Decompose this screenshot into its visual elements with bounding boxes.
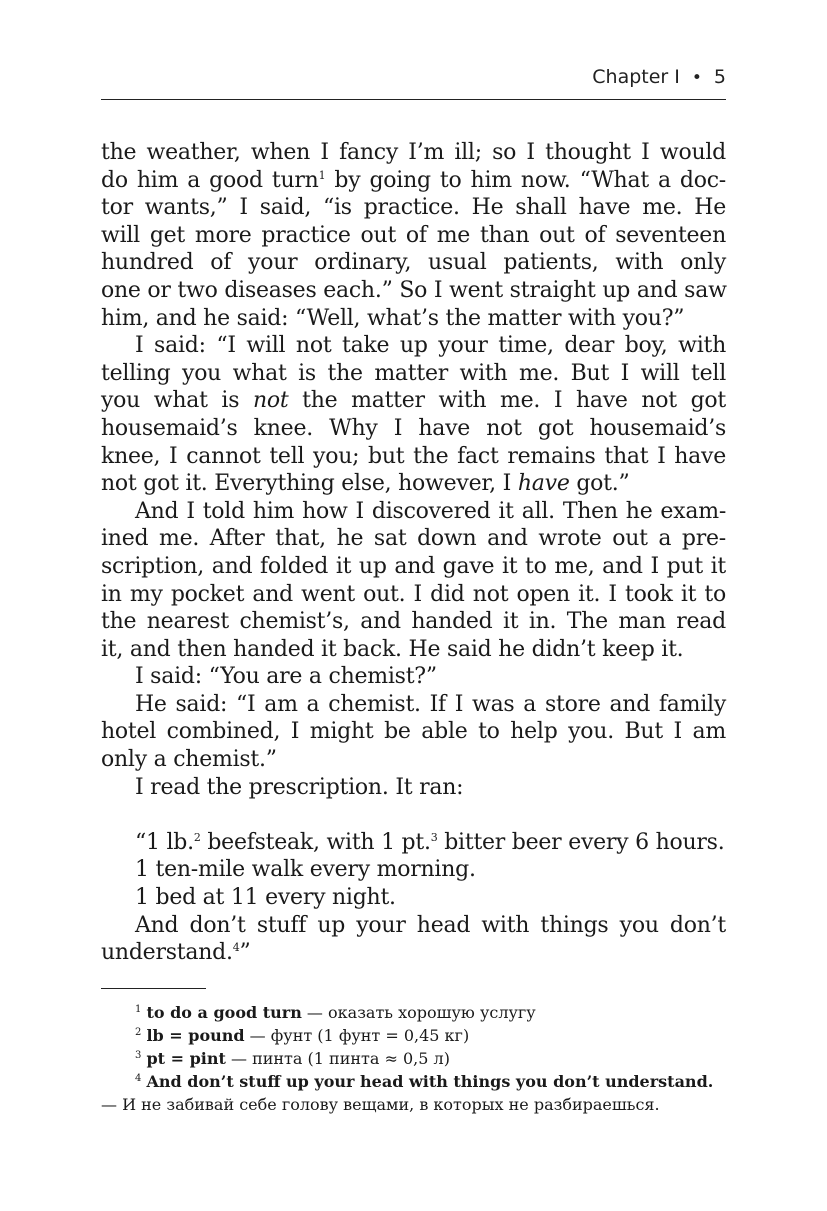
text-line: knee, I cannot tell you; but the fact remains that I have: [101, 443, 726, 469]
text-line: I said: “I will not take up your time, dear boy, with: [135, 333, 726, 359]
footnote-ref-3: 3: [430, 830, 438, 844]
paragraph-2: [101, 332, 726, 498]
footnote-3: $^3$ pt = pint — пинта (1 пинта ≈ 0,5 л): [135, 1049, 450, 1068]
chapter-title: Chapter I: [592, 66, 680, 88]
footnote-translation: — И не забивай себе голову вещами, в которых не разбираешься.: [101, 1095, 660, 1114]
text-line: tor wants,” I said, “is practice. He shall have me. He: [101, 195, 726, 221]
footnote-2: $^2$ lb = pound — фунт (1 фунт = 0,45 кг): [135, 1026, 470, 1045]
text-line: And I told him how I discovered it all. Then he exam-: [135, 498, 726, 524]
text-line: will get more practice out of me than out of seventeen: [101, 222, 726, 248]
footnote-ref-1: 1: [318, 168, 326, 182]
header-rule: [101, 99, 726, 100]
footnote-4: $^4$ And don’t stuff up your head with things you don’t understand. — И не забивай себе голову вещами, в которых не разбираешься.: [101, 1072, 714, 1114]
text-line: it, and then handed it back. He said he didn’t keep it.: [101, 636, 684, 662]
footnote-term: And don’t stuff up your head with things you don’t understand.: [146, 1072, 714, 1091]
text-line: I read the prescription. It ran:: [135, 774, 464, 800]
text-line: understand.$^4$”: [101, 940, 251, 966]
header-separator: •: [691, 68, 702, 88]
page-number: 5: [713, 66, 726, 88]
emphasis: have: [517, 471, 570, 497]
footnote-ref-2: 2: [193, 830, 201, 844]
paragraph-3: [101, 498, 726, 664]
text-line: only a chemist.”: [101, 747, 277, 773]
footnote-translation: — фунт (1 фунт = 0,45 кг): [244, 1026, 470, 1045]
prescription-line-3: [101, 884, 726, 912]
footnote-1: $^1$ to do a good turn — оказать хорошую услугу: [135, 1003, 536, 1022]
text-line: telling you what is the matter with me. But I will tell: [101, 360, 726, 386]
footnote-rule: [101, 988, 206, 989]
footnote-term: to do a good turn: [146, 1003, 302, 1022]
text-line: hotel combined, I might be able to help you. But I am: [101, 719, 726, 745]
paragraph-4: [101, 663, 726, 691]
footnotes: [101, 1001, 726, 1116]
text-line: him, and he said: “Well, what’s the matter with you?”: [101, 305, 685, 331]
text-line: not got it. Everything else, however, I have got.”: [101, 471, 630, 497]
paragraph-6: [101, 774, 726, 802]
footnote-ref-4: 4: [232, 941, 240, 955]
text-line: the nearest chemist’s, and handed it in. The man read: [101, 609, 726, 635]
paragraph-1: [101, 139, 726, 332]
text-line: 1 ten-mile walk every morning.: [135, 857, 476, 883]
footnote-term: lb = pound: [146, 1026, 245, 1045]
text-line: “1 lb.$^2$ beefsteak, with 1 pt.$^3$ bitter beer every 6 hours.: [135, 829, 725, 855]
prescription-line-4: [101, 912, 726, 967]
running-header: [101, 66, 726, 88]
prescription-line-1: [101, 829, 726, 857]
text-line: do him a good turn$^1$ by going to him now. “What a doc-: [101, 167, 726, 193]
footnote-translation: — оказать хорошую услугу: [301, 1003, 536, 1022]
body-text: [101, 139, 726, 967]
text-line: And don’t stuff up your head with things you don’t: [135, 912, 726, 938]
text-line: one or two diseases each.” So I went straight up and saw: [101, 277, 727, 303]
text-line: the weather, when I fancy I’m ill; so I thought I would: [101, 140, 726, 165]
emphasis: not: [252, 388, 289, 414]
text-line: you what is not the matter with me. I have not got: [101, 388, 726, 414]
paragraph-5: [101, 691, 726, 774]
text-line: He said: “I am a chemist. If I was a store and family: [135, 691, 726, 717]
footnote-term: pt = pint: [146, 1049, 226, 1068]
text-line: ined me. After that, he sat down and wrote out a pre-: [101, 526, 726, 552]
text-line: scription, and folded it up and gave it to me, and I put it: [101, 553, 726, 579]
text-line: hundred of your ordinary, usual patients, with only: [101, 250, 726, 276]
text-line: 1 bed at 11 every night.: [135, 885, 396, 911]
text-line: housemaid’s knee. Why I have not got housemaid’s: [101, 415, 726, 441]
prescription-line-2: [101, 856, 726, 884]
text-line: I said: “You are a chemist?”: [135, 664, 437, 690]
text-line: in my pocket and went out. I did not open it. I took it to: [101, 581, 726, 607]
footnote-translation: — пинта (1 пинта ≈ 0,5 л): [225, 1049, 450, 1068]
